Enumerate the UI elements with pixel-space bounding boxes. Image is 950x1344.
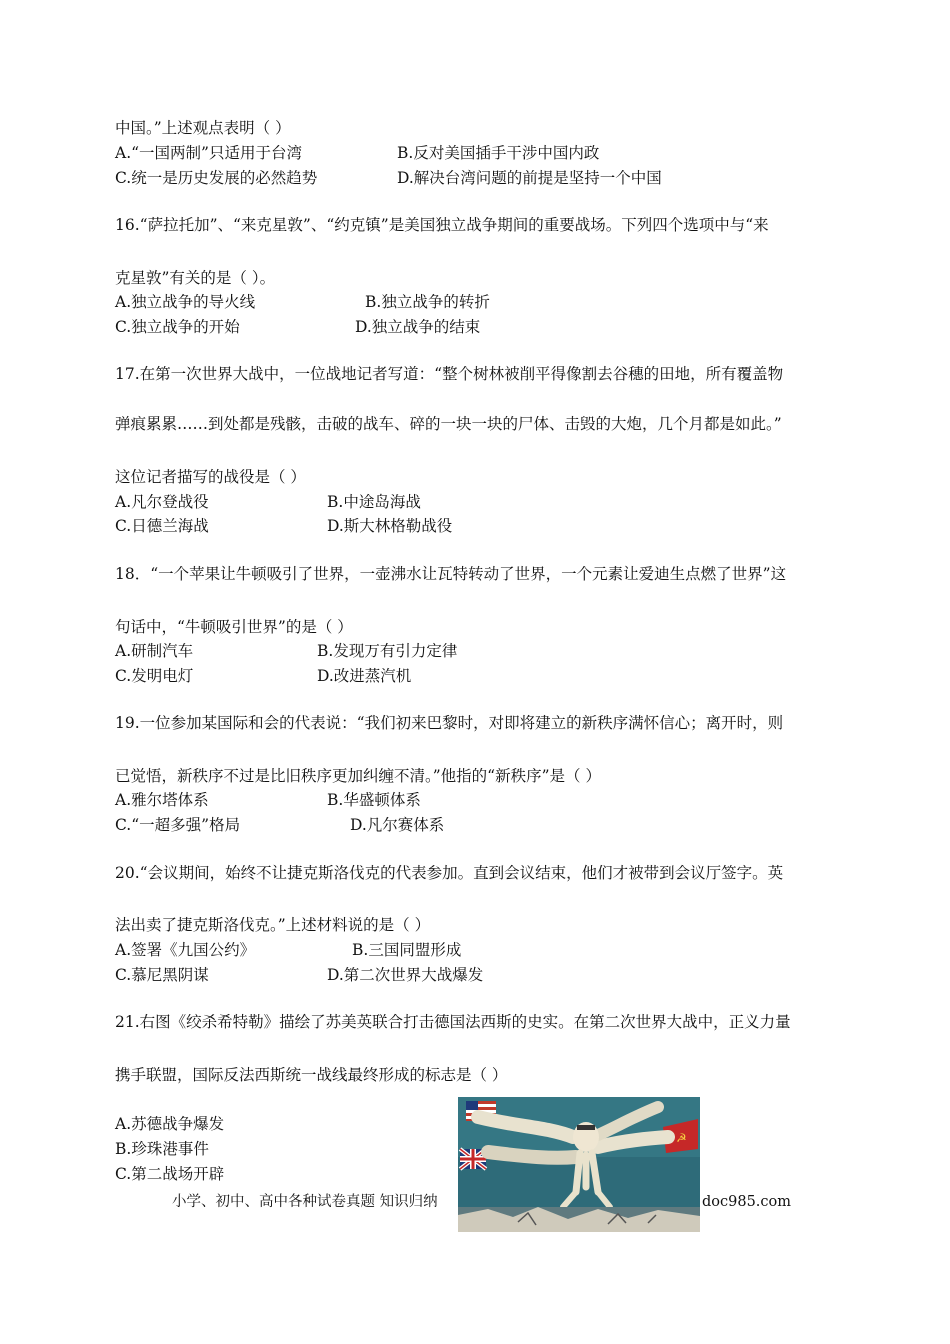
- q15-option-a: A.“一国两制”只适用于台湾: [115, 144, 302, 162]
- q18-stem-line1: 18．“一个苹果让牛顿吸引了世界，一壶沸水让瓦特转动了世界，一个元素让爱迪生点燃了世界”这: [115, 565, 787, 583]
- footer-right-text: doc985.com: [702, 1194, 792, 1210]
- footer-left-text: 小学、初中、高中各种试卷真题 知识归纳: [172, 1194, 438, 1210]
- q18-option-d: D.改进蒸汽机: [317, 667, 412, 685]
- q17-option-a: A.凡尔登战役: [115, 493, 209, 511]
- q20-option-a: A.签署《九国公约》: [115, 941, 256, 959]
- q16-option-d: D.独立战争的结束: [355, 318, 481, 336]
- q17-stem-line2: 弹痕累累……到处都是残骸，击破的战车、碎的一块一块的尸体、击毁的大炮，几个月都是如此。”: [115, 415, 782, 433]
- q21-stem-line2: 携手联盟，国际反法西斯统一战线最终形成的标志是（ ）: [115, 1066, 508, 1084]
- q15-option-b: B.反对美国插手干涉中国内政: [397, 144, 600, 162]
- q15-option-c: C.统一是历史发展的必然趋势: [115, 169, 318, 187]
- cartoon-strangling-hitler-image: [458, 1097, 700, 1232]
- q16-option-a: A.独立战争的导火线: [115, 293, 256, 311]
- q20-stem-line1: 20.“会议期间，始终不让捷克斯洛伐克的代表参加。直到会议结束，他们才被带到会议厅签字。英: [115, 864, 784, 882]
- q21-stem-line1: 21.右图《绞杀希特勒》描绘了苏美英联合打击德国法西斯的史实。在第二次世界大战中，正义力量: [115, 1013, 791, 1031]
- q17-stem-line3: 这位记者描写的战役是（ ）: [115, 468, 306, 486]
- q19-option-b: B.华盛顿体系: [327, 791, 421, 809]
- q21-option-a: A.苏德战争爆发: [115, 1115, 225, 1133]
- q20-stem-line2: 法出卖了捷克斯洛伐克。”上述材料说的是（ ）: [115, 916, 431, 934]
- q18-stem-line2: 句话中，“牛顿吸引世界”的是（ ）: [115, 618, 353, 636]
- q19-option-a: A.雅尔塔体系: [115, 791, 209, 809]
- q19-stem-line1: 19.一位参加某国际和会的代表说：“我们初来巴黎时，对即将建立的新秩序满怀信心；离开时，则: [115, 714, 784, 732]
- q16-stem-line1: 16.“萨拉托加”、“来克星敦”、“约克镇”是美国独立战争期间的重要战场。下列四个选项中与“来: [115, 216, 769, 234]
- q20-option-c: C.慕尼黑阴谋: [115, 966, 209, 984]
- q19-option-d: D.凡尔赛体系: [350, 816, 445, 834]
- q16-stem-line2: 克星敦”有关的是（ ）。: [115, 269, 276, 287]
- q21-option-b: B.珍珠港事件: [115, 1140, 209, 1158]
- q16-option-b: B.独立战争的转折: [365, 293, 490, 311]
- q17-option-b: B.中途岛海战: [327, 493, 421, 511]
- q17-stem-line1: 17.在第一次世界大战中，一位战地记者写道：“整个树林被削平得像割去谷穗的田地，所有覆盖物: [115, 365, 784, 383]
- q17-option-c: C.日德兰海战: [115, 517, 209, 535]
- q20-option-d: D.第二次世界大战爆发: [327, 966, 484, 984]
- q16-option-c: C.独立战争的开始: [115, 318, 240, 336]
- svg-text:☭: ☭: [676, 1131, 687, 1145]
- q15-stem-tail: 中国。”上述观点表明（ ）: [115, 119, 291, 137]
- q21-option-c: C.第二战场开辟: [115, 1165, 225, 1183]
- q19-stem-line2: 已觉悟，新秩序不过是比旧秩序更加纠缠不清。”他指的“新秩序”是（ ）: [115, 767, 601, 785]
- q17-option-d: D.斯大林格勒战役: [327, 517, 453, 535]
- q18-option-a: A.研制汽车: [115, 642, 194, 660]
- q18-option-b: B.发现万有引力定律: [317, 642, 458, 660]
- q19-option-c: C.“一超多强”格局: [115, 816, 241, 834]
- q18-option-c: C.发明电灯: [115, 667, 194, 685]
- q20-option-b: B.三国同盟形成: [352, 941, 462, 959]
- q15-option-d: D.解决台湾问题的前提是坚持一个中国: [397, 169, 662, 187]
